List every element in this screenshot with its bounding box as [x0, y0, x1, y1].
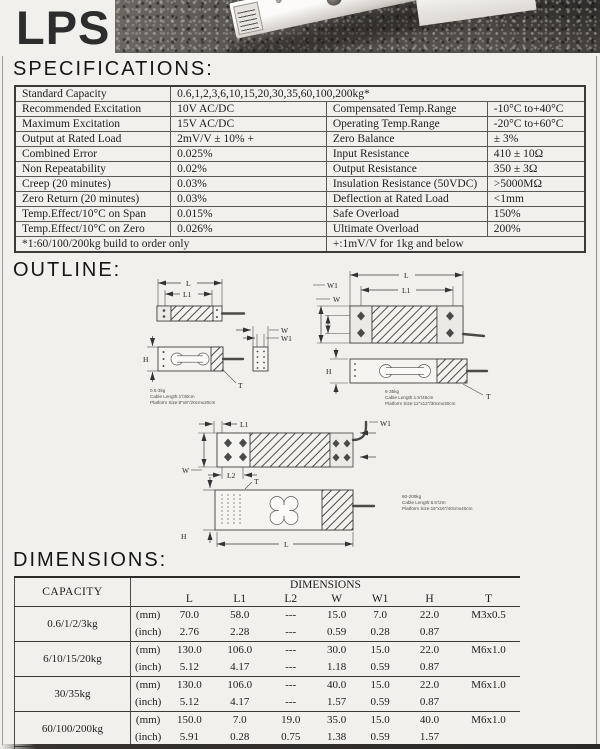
dim-value-cell: ---: [285, 609, 297, 621]
spec-value-cell: 15V AC/DC: [171, 117, 327, 132]
dim-value-cell: 2.76: [165, 624, 213, 642]
spec-value-cell: 200%: [487, 222, 585, 237]
unit-cell: (inch): [130, 694, 165, 712]
dim-value-cell: 0.59: [358, 659, 402, 677]
spec-label-cell: Safe Overload: [326, 207, 487, 222]
spec-value-cell: -20°C to+60°C: [487, 117, 585, 132]
dim-value-cell: 19.0: [281, 714, 301, 726]
spec-label-cell: Temp.Effect/10°C on Span: [15, 207, 171, 222]
dim-value-cell: 40.0: [419, 714, 440, 726]
spec-value-cell: 0.03%: [171, 192, 327, 207]
spec-value-cell: 0.03%: [171, 177, 327, 192]
column-header-h: H: [402, 593, 457, 607]
annotation-cable: Cable Length:1.5'/45cm: [385, 395, 434, 400]
dim-value-cell: ---: [266, 624, 315, 642]
annotation-platform: Platform Size:16"x16"/40cmx40cm: [402, 506, 473, 511]
table-row: [15, 86, 585, 102]
dim-label-l1: L1: [240, 420, 249, 429]
spec-label-cell: Zero Return (20 minutes): [15, 192, 171, 207]
dim-value-cell: 1.57: [315, 694, 358, 712]
thread-cell: M6x1.0: [457, 712, 520, 747]
table-row: [15, 207, 585, 222]
spec-label-cell: Standard Capacity: [15, 86, 171, 102]
dim-value-cell: 106.0: [227, 644, 253, 656]
specifications-table: [14, 85, 586, 253]
annotation-platform: Platform Size:12"x12"/30cmx30cm: [385, 401, 456, 406]
capacity-cell: 6/10/15/20kg: [15, 642, 131, 677]
spec-value-cell: 410 ± 10Ω: [487, 147, 585, 162]
spec-label-cell: Insulation Resistance (50VDC): [326, 177, 487, 192]
product-photo: [115, 0, 600, 53]
spec-label-cell: Ultimate Overload: [326, 222, 487, 237]
thread-cell: M6x1.0: [457, 677, 520, 712]
spec-label-cell: Temp.Effect/10°C on Zero: [15, 222, 171, 237]
thread-cell: M3x0.5: [457, 607, 520, 642]
unit-cell: (inch): [130, 624, 165, 642]
dimensions-heading: DIMENSIONS:: [13, 549, 168, 571]
dim-value-cell: ---: [266, 659, 315, 677]
spec-value-cell: 0.026%: [171, 222, 327, 237]
unit-cell: (mm): [135, 714, 161, 726]
unit-cell: (inch): [130, 729, 165, 747]
dim-label-w: W: [182, 466, 190, 475]
unit-cell: (mm): [135, 609, 161, 621]
table-row: [15, 147, 585, 162]
spec-label-cell: Maximum Excitation: [15, 117, 171, 132]
dim-label-w: W: [281, 326, 289, 335]
annotation-range: 60-200kg: [402, 494, 422, 499]
annotation-cable: Cable Length:1'/30cm: [150, 394, 195, 399]
dim-value-cell: ---: [266, 694, 315, 712]
load-cell-sticker: [233, 1, 263, 35]
dim-value-cell: 15.0: [370, 679, 390, 691]
outline-drawing-large: [181, 419, 473, 549]
table-row: [15, 642, 521, 660]
annotation-platform: Platform Size:8"x8"/20cmx20cm: [150, 400, 216, 405]
dim-value-cell: 7.0: [373, 609, 387, 621]
outline-drawings: [0, 266, 600, 550]
unit-cell: (mm): [135, 644, 161, 656]
spec-label-cell: Output at Rated Load: [15, 132, 171, 147]
table-row: [15, 132, 585, 147]
dim-value-cell: 0.75: [266, 729, 315, 747]
spec-label-cell: Creep (20 minutes): [15, 177, 171, 192]
dim-value-cell: 0.59: [358, 694, 402, 712]
table-row: [15, 607, 521, 625]
table-row: [15, 117, 585, 132]
table-row: [15, 677, 521, 695]
product-logo: LPS: [16, 1, 111, 54]
outline-drawing-small: [143, 279, 292, 405]
dim-value-cell: 1.38: [315, 729, 358, 747]
column-header-l1: L1: [213, 593, 266, 607]
spec-label-cell: Input Resistance: [326, 147, 487, 162]
column-header-l: L: [165, 593, 213, 607]
dim-value-cell: 0.87: [402, 659, 457, 677]
table-row: [15, 177, 585, 192]
dim-label-l2: L2: [227, 471, 236, 480]
dim-value-cell: ---: [285, 644, 297, 656]
unit-cell: (mm): [135, 679, 161, 691]
page-bottom-scan-bar: [0, 744, 600, 749]
annotation-range: 0.6-3kg: [150, 388, 166, 393]
dim-value-cell: 130.0: [176, 679, 202, 691]
dim-label-t: T: [486, 392, 491, 401]
spec-label-cell: Recommended Excitation: [15, 102, 171, 117]
table-row: [15, 222, 585, 237]
photo-white-block: [415, 0, 536, 26]
page-right-edge: [596, 56, 597, 745]
dim-label-l: L: [186, 279, 191, 288]
spec-value-cell: 0.6,1,2,3,6,10,15,20,30,35,60,100,200kg*: [171, 86, 585, 102]
spec-label-cell: Compensated Temp.Range: [326, 102, 487, 117]
dim-value-cell: 7.0: [232, 714, 247, 726]
spec-value-cell: 10V AC/DC: [171, 102, 327, 117]
table-row: [15, 162, 585, 177]
spec-value-cell: 0.02%: [171, 162, 327, 177]
spec-value-cell: 350 ± 3Ω: [487, 162, 585, 177]
column-header-w1: W1: [358, 593, 402, 607]
dim-value-cell: 150.0: [176, 714, 202, 726]
dim-value-cell: 0.59: [315, 624, 358, 642]
outline-drawing-medium: [313, 271, 491, 406]
dim-value-cell: 30.0: [327, 644, 347, 656]
dim-value-cell: 22.0: [419, 679, 440, 691]
dim-value-cell: 35.0: [327, 714, 347, 726]
dim-label-l1: L1: [402, 286, 411, 295]
dim-value-cell: 2.28: [213, 624, 266, 642]
dim-value-cell: 22.0: [419, 609, 440, 621]
spec-value-cell: -10°C to+40°C: [487, 102, 585, 117]
dimensions-group-header: DIMENSIONS: [289, 579, 361, 591]
dim-label-w1: W1: [327, 281, 338, 290]
spec-footnote-cell: +:1mV/V for 1kg and below: [326, 237, 585, 253]
dim-label-h: H: [326, 367, 332, 376]
dim-value-cell: 0.28: [358, 624, 402, 642]
dim-label-t: T: [254, 477, 259, 486]
spec-value-cell: >5000MΩ: [487, 177, 585, 192]
dim-value-cell: 130.0: [176, 644, 202, 656]
annotation-cable: Cable Length:6.5'/2m: [402, 500, 446, 505]
dim-label-l1: L1: [183, 290, 192, 299]
dim-value-cell: 40.0: [327, 679, 347, 691]
load-cell-screw: [275, 0, 282, 4]
spec-value-cell: 2mV/V ± 10% +: [171, 132, 327, 147]
dim-value-cell: 5.12: [165, 694, 213, 712]
spec-label-cell: Output Resistance: [326, 162, 487, 177]
dimensions-table: [14, 576, 520, 749]
spec-value-cell: ± 3%: [487, 132, 585, 147]
dim-label-h: H: [143, 355, 149, 364]
load-cell-hole: [325, 0, 342, 7]
dim-value-cell: 5.12: [165, 659, 213, 677]
spec-value-cell: 0.025%: [171, 147, 327, 162]
table-row: [15, 192, 585, 207]
outline-heading: OUTLINE:: [13, 259, 122, 281]
table-row: [15, 712, 521, 730]
dim-label-t: T: [238, 381, 243, 390]
thread-cell: M6x1.0: [457, 642, 520, 677]
spec-label-cell: Operating Temp.Range: [326, 117, 487, 132]
unit-column-header: [130, 593, 165, 607]
dim-value-cell: ---: [285, 679, 297, 691]
capacity-cell: 0.6/1/2/3kg: [15, 607, 131, 642]
column-header-l2: L2: [266, 593, 315, 607]
capacity-cell: 30/35kg: [15, 677, 131, 712]
capacity-column-header: CAPACITY: [15, 577, 131, 607]
dim-label-l: L: [404, 271, 409, 280]
spec-value-cell: 150%: [487, 207, 585, 222]
dim-value-cell: 1.57: [402, 729, 457, 747]
spec-label-cell: Combined Error: [15, 147, 171, 162]
dim-value-cell: 70.0: [179, 609, 199, 621]
table-row: [15, 577, 521, 593]
dim-value-cell: 22.0: [419, 644, 440, 656]
dim-value-cell: 15.0: [370, 714, 390, 726]
table-row: [15, 102, 585, 117]
dim-value-cell: 106.0: [227, 679, 253, 691]
column-header-t: T: [457, 593, 520, 607]
dim-label-l: L: [284, 540, 289, 549]
page-left-edge: [2, 56, 3, 745]
dim-value-cell: 0.59: [358, 729, 402, 747]
dim-value-cell: 0.87: [402, 694, 457, 712]
dim-value-cell: 0.28: [213, 729, 266, 747]
dim-value-cell: 15.0: [370, 644, 390, 656]
dim-value-cell: 58.0: [230, 609, 250, 621]
spec-label-cell: Zero Balance: [326, 132, 487, 147]
dim-value-cell: 4.17: [213, 659, 266, 677]
dim-label-h: H: [181, 532, 187, 541]
spec-value-cell: <1mm: [487, 192, 585, 207]
dim-value-cell: 4.17: [213, 694, 266, 712]
dim-value-cell: 0.87: [402, 624, 457, 642]
spec-footnote-cell: *1:60/100/200kg build to order only: [15, 237, 326, 253]
dim-label-w1: W1: [380, 419, 391, 428]
spec-value-cell: 0.015%: [171, 207, 327, 222]
specifications-heading: SPECIFICATIONS:: [13, 58, 214, 80]
dim-label-w: W: [333, 295, 341, 304]
column-header-w: W: [315, 593, 358, 607]
dim-label-w1: W1: [281, 334, 292, 343]
dim-value-cell: 5.91: [165, 729, 213, 747]
dim-value-cell: 15.0: [327, 609, 347, 621]
table-row: [15, 237, 585, 253]
unit-cell: (inch): [130, 659, 165, 677]
spec-label-cell: Non Repeatability: [15, 162, 171, 177]
annotation-range: 6-35kg: [385, 389, 400, 394]
capacity-cell: 60/100/200kg: [15, 712, 131, 747]
spec-label-cell: Deflection at Rated Load: [326, 192, 487, 207]
dim-value-cell: 1.18: [315, 659, 358, 677]
